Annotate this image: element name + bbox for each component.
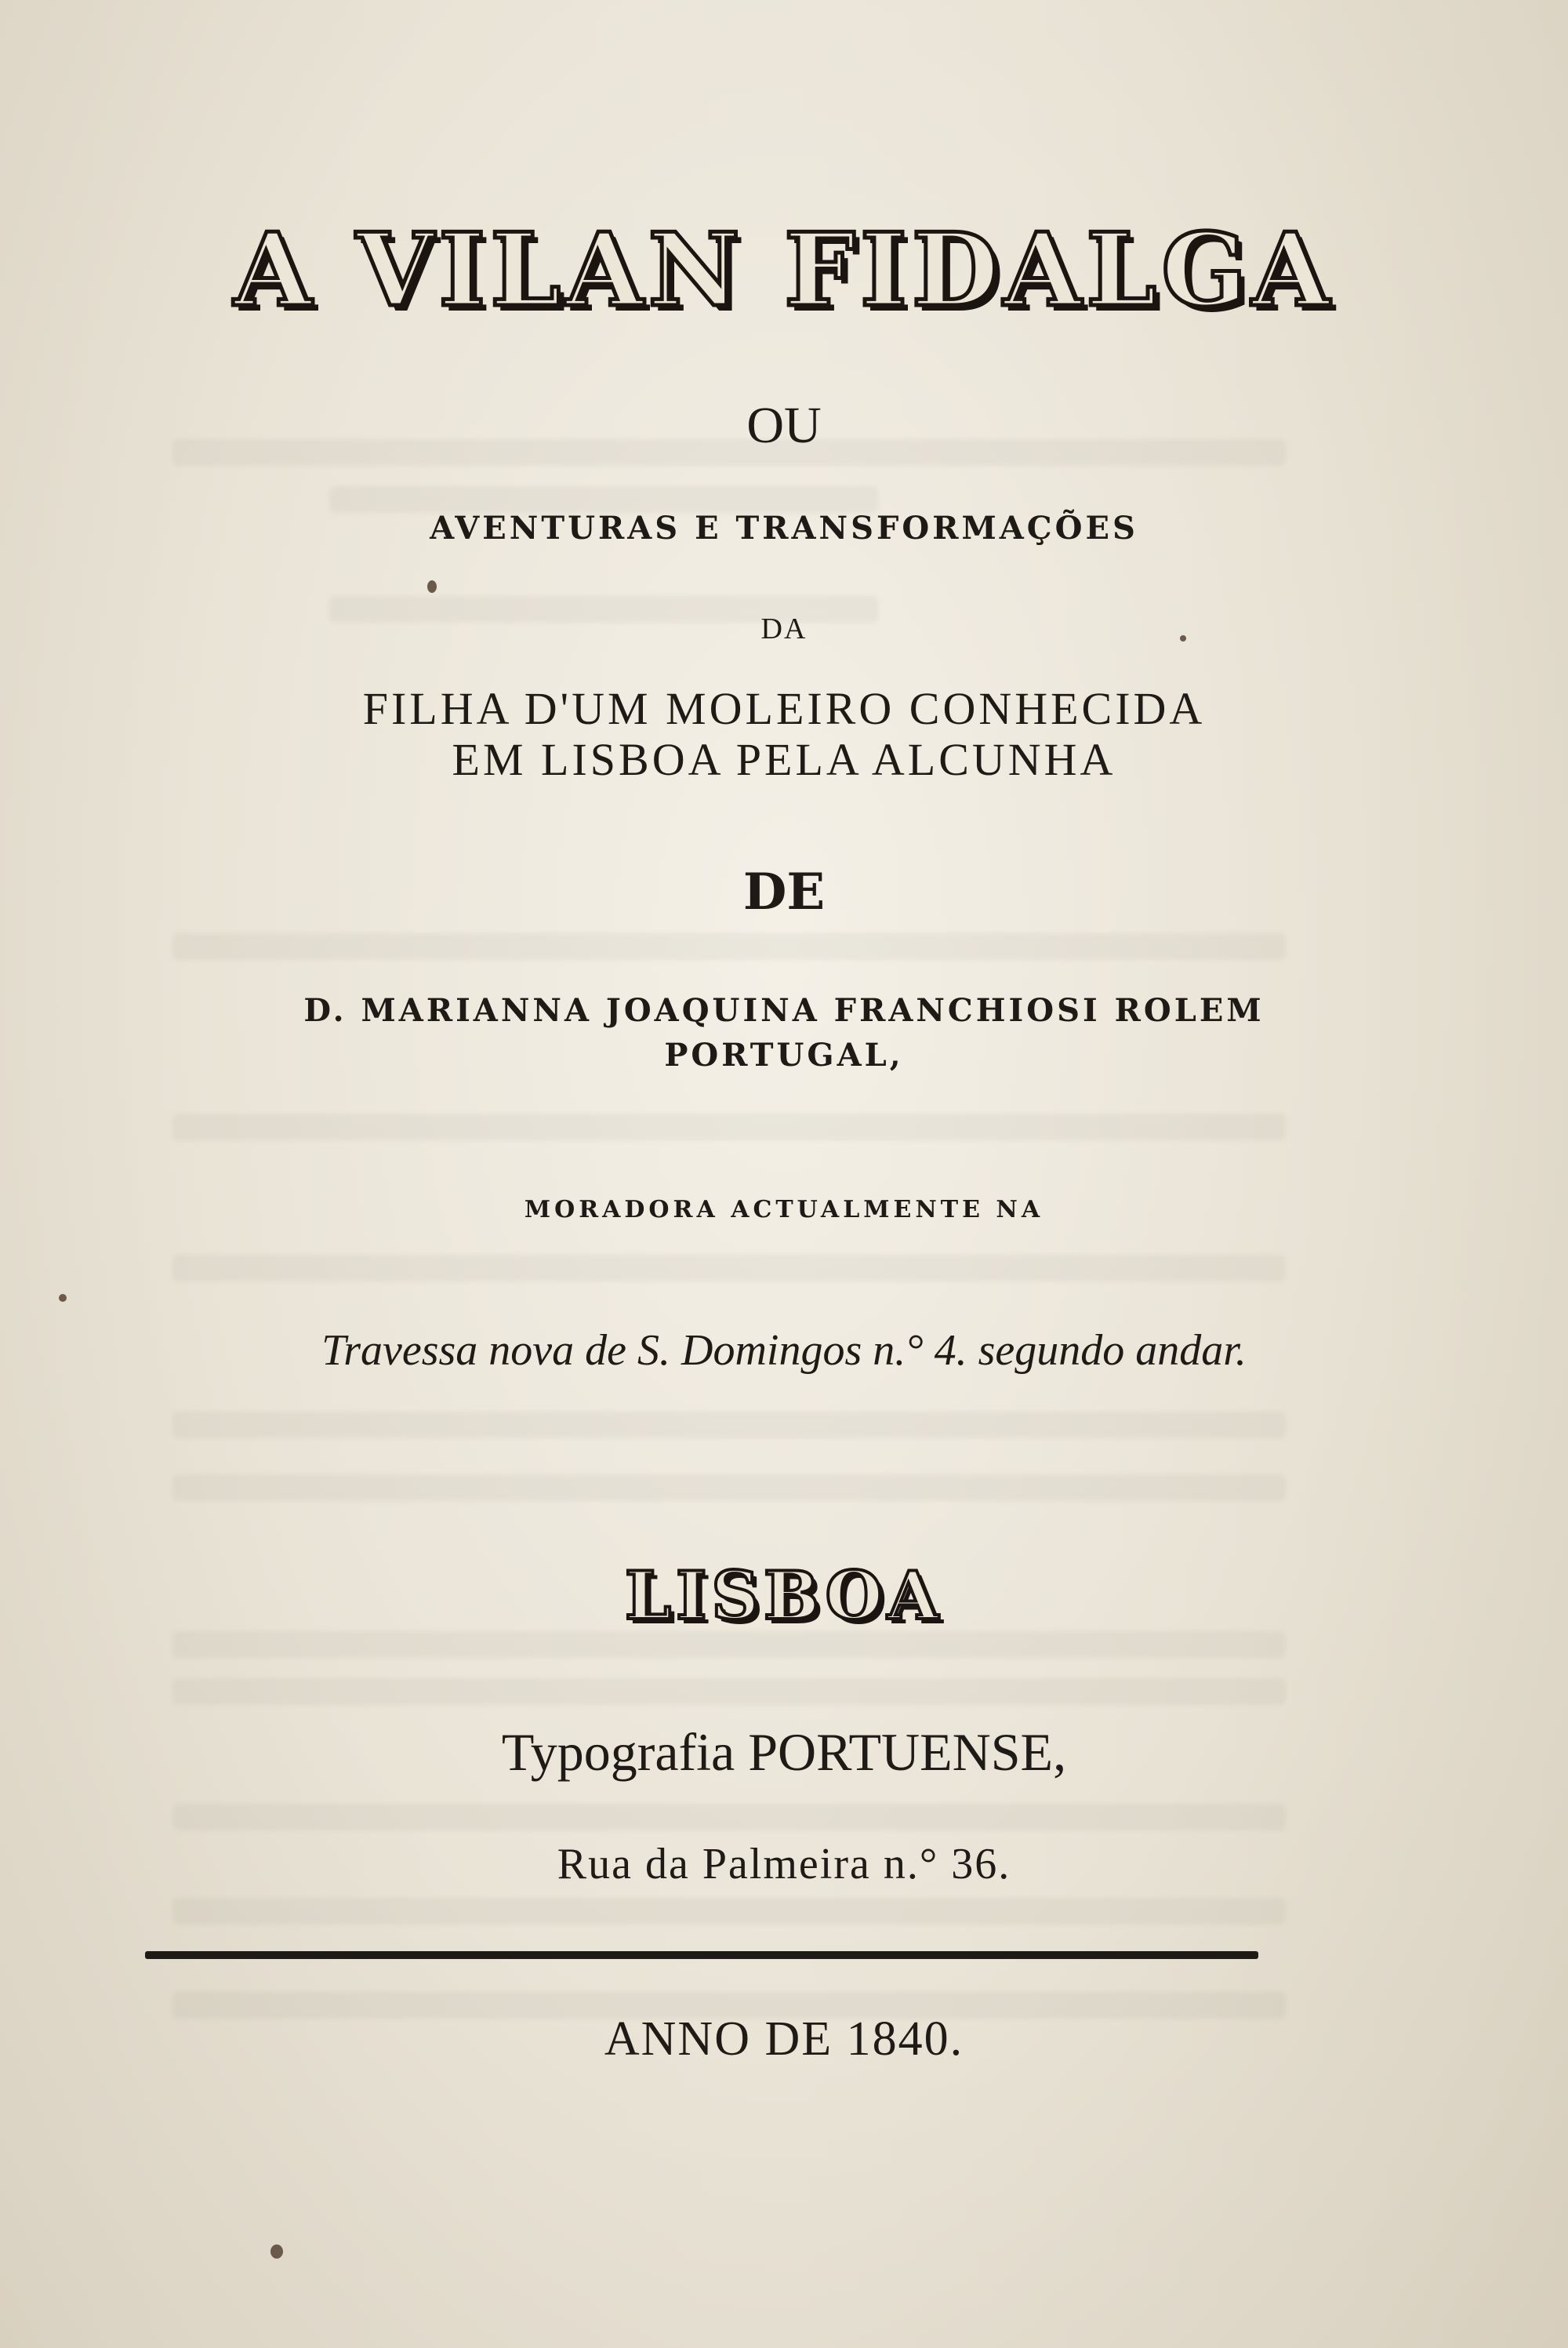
divider-rule [145, 1951, 1258, 1959]
bleed-through [172, 1474, 1286, 1501]
author-name-line-1: D. MARIANNA JOAQUINA FRANCHIOSI ROLEM [303, 992, 1265, 1029]
subtitle-line-2: FILHA D'UM MOLEIRO CONHECIDA [362, 683, 1206, 734]
foxing-spot [270, 2244, 283, 2259]
bleed-through [172, 933, 1286, 960]
author-address: Travessa nova de S. Domingos n.° 4. segundo andar. [321, 1326, 1247, 1375]
subtitle-da: DA [760, 612, 808, 645]
subtitle-line-1: AVENTURAS E TRANSFORMAÇÕES [430, 510, 1138, 547]
bleed-through [172, 1678, 1286, 1705]
residence-label: MORADORA ACTUALMENTE NA [524, 1196, 1044, 1223]
imprint-city: LISBOA [625, 1557, 943, 1634]
bleed-through [172, 1631, 1286, 1658]
foxing-spot [59, 1294, 67, 1302]
bleed-through [172, 1804, 1286, 1830]
bleed-through [172, 1114, 1286, 1140]
imprint-year: ANNO DE 1840. [604, 2012, 964, 2066]
book-title: A VILAN FIDALGA [234, 212, 1334, 329]
subtitle-line-3: EM LISBOA PELA ALCUNHA [452, 734, 1116, 785]
bleed-through [329, 486, 878, 513]
foxing-spot [427, 580, 437, 593]
bleed-through [172, 1255, 1286, 1281]
imprint-printer: Typografia PORTUENSE, [501, 1722, 1067, 1782]
author-by: DE [742, 863, 826, 921]
bleed-through [172, 1412, 1286, 1438]
author-name-line-2: PORTUGAL, [664, 1037, 904, 1074]
imprint-street: Rua da Palmeira n.° 36. [557, 1840, 1011, 1888]
bleed-through [172, 1898, 1286, 1925]
title-conjunction: OU [746, 397, 822, 454]
